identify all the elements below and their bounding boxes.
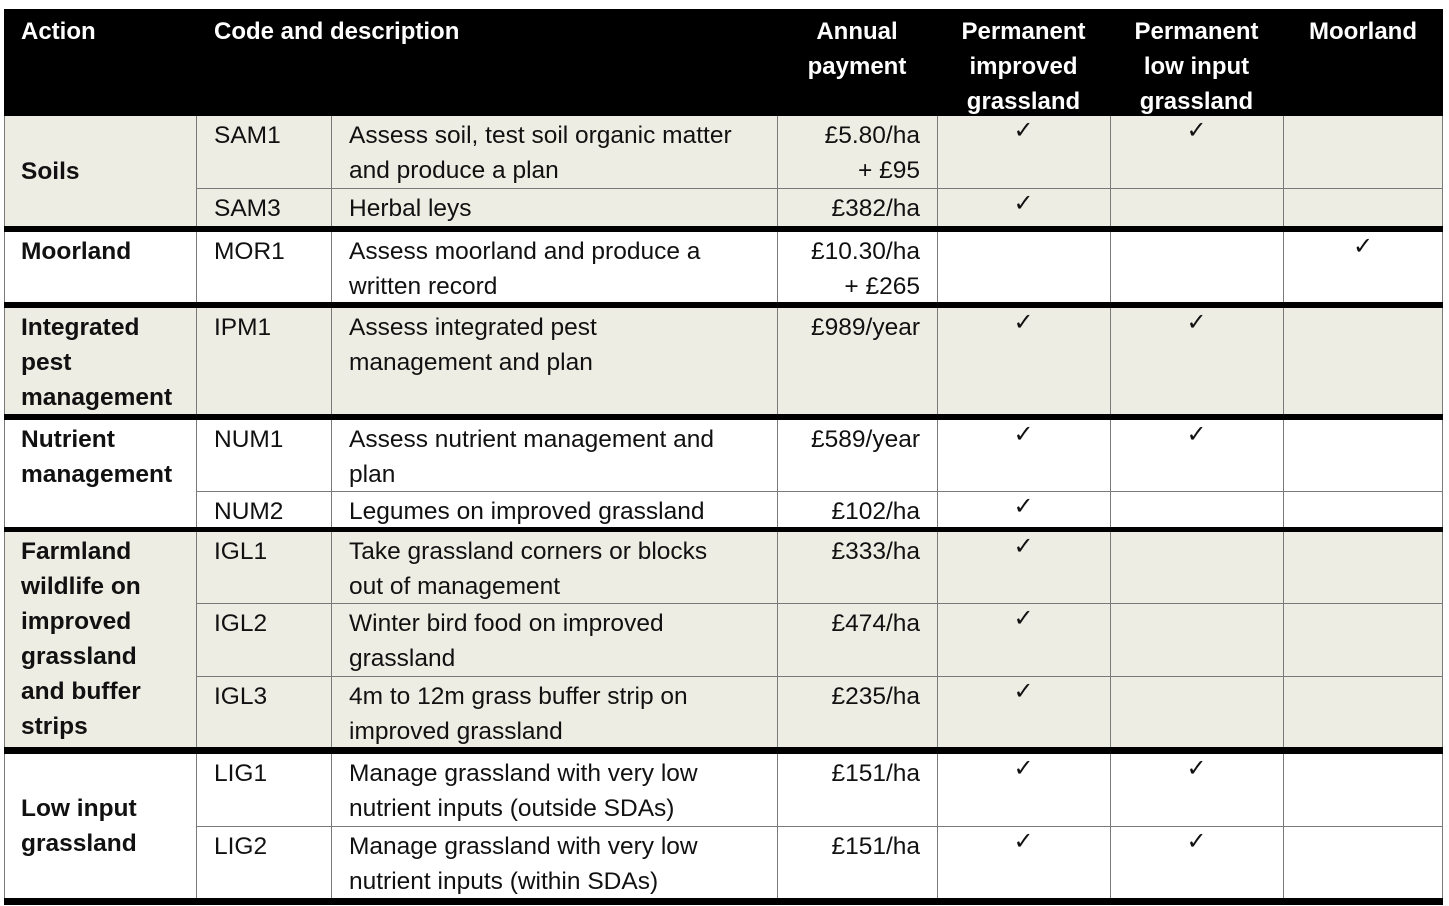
column-divider: [196, 754, 197, 898]
code-cell: IGL2: [214, 610, 268, 637]
permanent-improved-grassland-cell: [937, 827, 1110, 898]
permanent-improved-grassland-cell: [937, 677, 1110, 747]
action-label-line: Soils: [21, 158, 80, 185]
table-left-border: [4, 420, 5, 527]
column-divider: [196, 232, 197, 302]
table-row: [4, 754, 1443, 827]
row-group: [4, 754, 1443, 898]
description-line: out of management: [349, 573, 561, 600]
checkmark-icon: ✓: [1186, 827, 1207, 855]
action-label-line: Nutrient: [21, 426, 115, 453]
permanent-improved-grassland-cell: [937, 308, 1110, 414]
checkmark-icon: ✓: [1013, 492, 1034, 520]
checkmark-icon: ✓: [1186, 420, 1207, 448]
action-label-line: Moorland: [21, 238, 132, 265]
column-divider: [937, 420, 938, 527]
permanent-low-input-grassland-cell: [1110, 492, 1283, 527]
permanent-low-input-grassland-cell: [1110, 189, 1283, 226]
payment-line: £589/year: [811, 426, 920, 453]
table-row: [4, 827, 1443, 898]
column-divider: [937, 232, 938, 302]
table-right-border: [1442, 532, 1443, 747]
action-label-line: management: [21, 384, 173, 411]
table-row: [4, 604, 1443, 677]
moorland-cell: [1283, 754, 1443, 827]
column-divider: [777, 232, 778, 302]
moorland-cell: [1283, 232, 1443, 302]
action-label-line: Farmland: [21, 538, 132, 565]
table-right-border: [1442, 308, 1443, 414]
payment-line: + £265: [844, 273, 920, 300]
permanent-improved-grassland-cell: [937, 189, 1110, 226]
description-cell: [331, 116, 777, 189]
header-moorland: Moorland: [1309, 18, 1417, 45]
row-group: [4, 420, 1443, 527]
header-line: payment: [807, 53, 907, 80]
annual-payment-cell: [777, 677, 937, 747]
description-cell: [331, 532, 777, 604]
checkmark-icon: ✓: [1013, 420, 1034, 448]
description-line: management and plan: [349, 349, 593, 376]
description-cell: [331, 189, 777, 226]
description-line: and produce a plan: [349, 157, 559, 184]
column-divider: [331, 754, 332, 898]
column-divider: [777, 420, 778, 527]
moorland-cell: [1283, 532, 1443, 604]
header-line: grassland: [966, 88, 1081, 115]
column-divider: [196, 420, 197, 527]
action-label-line: wildlife on: [21, 573, 141, 600]
column-divider: [1283, 420, 1284, 527]
checkmark-icon: ✓: [1013, 116, 1034, 144]
column-divider: [937, 308, 938, 414]
column-divider: [1110, 232, 1111, 302]
code-cell: LIG2: [214, 833, 268, 860]
column-divider: [1283, 532, 1284, 747]
code-cell: MOR1: [214, 238, 285, 265]
column-divider: [777, 116, 778, 226]
column-divider: [331, 420, 332, 527]
description-line: improved grassland: [349, 718, 563, 745]
checkmark-icon: ✓: [1186, 308, 1207, 336]
column-divider: [1283, 308, 1284, 414]
moorland-cell: [1283, 492, 1443, 527]
header-permanent-low-input-grassland: [1110, 14, 1283, 119]
column-divider: [1283, 116, 1284, 226]
table-row: [4, 232, 1443, 302]
payment-line: £989/year: [811, 314, 920, 341]
moorland-cell: [1283, 677, 1443, 747]
moorland-cell: [1283, 116, 1443, 189]
checkmark-icon: ✓: [1352, 232, 1374, 260]
action-label-line: strips: [21, 713, 88, 740]
table-right-border: [1442, 232, 1443, 302]
permanent-low-input-grassland-cell: [1110, 827, 1283, 898]
checkmark-icon: ✓: [1186, 754, 1207, 782]
annual-payment-cell: [777, 754, 937, 827]
description-cell: [331, 420, 777, 492]
table-right-border: [1442, 420, 1443, 527]
checkmark-icon: ✓: [1013, 827, 1034, 855]
column-divider: [1110, 532, 1111, 747]
column-divider: [1110, 308, 1111, 414]
description-cell: [331, 677, 777, 747]
payment-line: £474/ha: [831, 610, 920, 637]
payment-line: £151/ha: [831, 833, 920, 860]
code-cell: LIG1: [214, 760, 268, 787]
column-divider: [196, 116, 197, 226]
description-cell: [331, 604, 777, 677]
table-right-border: [1442, 754, 1443, 898]
table-left-border: [4, 232, 5, 302]
table-row: [4, 189, 1443, 226]
group-separator: [4, 898, 1443, 905]
column-divider: [1110, 116, 1111, 226]
permanent-low-input-grassland-cell: [1110, 232, 1283, 302]
description-line: Manage grassland with very low: [349, 760, 698, 787]
column-divider: [937, 116, 938, 226]
permanent-improved-grassland-cell: [937, 232, 1110, 302]
header-line: low input: [1143, 53, 1250, 80]
action-label-line: grassland: [21, 830, 137, 857]
annual-payment-cell: [777, 492, 937, 527]
code-cell: SAM3: [214, 195, 281, 222]
annual-payment-cell: [777, 827, 937, 898]
description-line: nutrient inputs (outside SDAs): [349, 795, 675, 822]
action-label-line: improved: [21, 608, 132, 635]
table-row: [4, 492, 1443, 527]
table-row: [4, 532, 1443, 604]
header-permanent-improved-grassland: [937, 14, 1110, 119]
row-group: [4, 308, 1443, 414]
payment-line: £102/ha: [831, 498, 920, 525]
header-annual-payment: [777, 14, 937, 84]
column-divider: [1283, 232, 1284, 302]
checkmark-icon: ✓: [1013, 677, 1034, 705]
row-group: [4, 532, 1443, 747]
column-divider: [1110, 754, 1111, 898]
annual-payment-cell: [777, 604, 937, 677]
header-line: grassland: [1139, 88, 1254, 115]
table-left-border: [4, 754, 5, 898]
description-line: Assess moorland and produce a: [349, 238, 701, 265]
code-cell: IGL1: [214, 538, 268, 565]
description-cell: [331, 232, 777, 302]
annual-payment-cell: [777, 420, 937, 492]
description-line: Winter bird food on improved: [349, 610, 664, 637]
action-label-line: and buffer: [21, 678, 141, 705]
action-label-line: grassland: [21, 643, 137, 670]
code-cell: IGL3: [214, 683, 268, 710]
column-divider: [777, 532, 778, 747]
column-divider: [196, 532, 197, 747]
column-divider: [331, 308, 332, 414]
code-cell: NUM2: [214, 498, 284, 525]
moorland-cell: [1283, 308, 1443, 414]
table-row: [4, 116, 1443, 189]
annual-payment-cell: [777, 116, 937, 189]
description-cell: [331, 308, 777, 414]
moorland-cell: [1283, 604, 1443, 677]
annual-payment-cell: [777, 189, 937, 226]
description-line: Manage grassland with very low: [349, 833, 698, 860]
permanent-improved-grassland-cell: [937, 420, 1110, 492]
action-label-line: Low input: [21, 795, 137, 822]
header-line: Annual: [816, 18, 898, 45]
permanent-improved-grassland-cell: [937, 604, 1110, 677]
header-action: Action: [21, 18, 96, 45]
permanent-low-input-grassland-cell: [1110, 420, 1283, 492]
permanent-low-input-grassland-cell: [1110, 604, 1283, 677]
header-code-description: Code and description: [214, 18, 460, 45]
checkmark-icon: ✓: [1013, 532, 1034, 560]
table-header: [4, 9, 1443, 116]
permanent-improved-grassland-cell: [937, 532, 1110, 604]
moorland-cell: [1283, 189, 1443, 226]
permanent-low-input-grassland-cell: [1110, 532, 1283, 604]
description-line: 4m to 12m grass buffer strip on: [349, 683, 688, 710]
moorland-cell: [1283, 827, 1443, 898]
description-cell: [331, 754, 777, 827]
description-line: Take grassland corners or blocks: [349, 538, 708, 565]
table-left-border: [4, 116, 5, 226]
permanent-low-input-grassland-cell: [1110, 116, 1283, 189]
permanent-low-input-grassland-cell: [1110, 308, 1283, 414]
description-line: Legumes on improved grassland: [349, 498, 705, 525]
column-divider: [1110, 420, 1111, 527]
description-line: Assess integrated pest: [349, 314, 597, 341]
annual-payment-cell: [777, 532, 937, 604]
table-left-border: [4, 532, 5, 747]
description-cell: [331, 827, 777, 898]
code-cell: SAM1: [214, 122, 281, 149]
description-line: grassland: [349, 645, 456, 672]
table-row: [4, 677, 1443, 747]
column-divider: [777, 308, 778, 414]
description-line: Assess nutrient management and: [349, 426, 714, 453]
permanent-low-input-grassland-cell: [1110, 677, 1283, 747]
payment-line: £333/ha: [831, 538, 920, 565]
annual-payment-cell: [777, 232, 937, 302]
row-group: [4, 232, 1443, 302]
checkmark-icon: ✓: [1013, 189, 1034, 217]
table-right-border: [1442, 116, 1443, 226]
moorland-cell: [1283, 420, 1443, 492]
table-row: [4, 420, 1443, 492]
column-divider: [331, 232, 332, 302]
column-divider: [937, 532, 938, 747]
payment-line: £10.30/ha: [811, 238, 920, 265]
group-separator: [4, 747, 1443, 754]
column-divider: [937, 754, 938, 898]
description-line: plan: [349, 461, 396, 488]
description-cell: [331, 492, 777, 527]
column-divider: [331, 532, 332, 747]
payment-line: £151/ha: [831, 760, 920, 787]
code-cell: IPM1: [214, 314, 272, 341]
table-left-border: [4, 308, 5, 414]
code-cell: NUM1: [214, 426, 284, 453]
description-line: Assess soil, test soil organic matter: [349, 122, 732, 149]
description-line: Herbal leys: [349, 195, 472, 222]
checkmark-icon: ✓: [1013, 754, 1034, 782]
payment-line: £235/ha: [831, 683, 920, 710]
action-label-line: management: [21, 461, 173, 488]
checkmark-icon: ✓: [1013, 604, 1034, 632]
payment-line: + £95: [858, 157, 920, 184]
column-divider: [1283, 754, 1284, 898]
payment-line: £382/ha: [831, 195, 920, 222]
permanent-improved-grassland-cell: [937, 116, 1110, 189]
permanent-low-input-grassland-cell: [1110, 754, 1283, 827]
payment-line: £5.80/ha: [824, 122, 920, 149]
header-line: Permanent: [1134, 18, 1259, 45]
column-divider: [777, 754, 778, 898]
annual-payment-cell: [777, 308, 937, 414]
checkmark-icon: ✓: [1186, 116, 1207, 144]
permanent-improved-grassland-cell: [937, 754, 1110, 827]
description-line: written record: [349, 273, 498, 300]
action-label-line: pest: [21, 349, 72, 376]
row-group: [4, 116, 1443, 226]
table-row: [4, 308, 1443, 414]
permanent-improved-grassland-cell: [937, 492, 1110, 527]
description-line: nutrient inputs (within SDAs): [349, 868, 659, 895]
column-divider: [331, 116, 332, 226]
column-divider: [196, 308, 197, 414]
header-line: Permanent: [961, 18, 1086, 45]
header-line: improved: [969, 53, 1078, 80]
action-label-line: Integrated: [21, 314, 140, 341]
checkmark-icon: ✓: [1013, 308, 1034, 336]
